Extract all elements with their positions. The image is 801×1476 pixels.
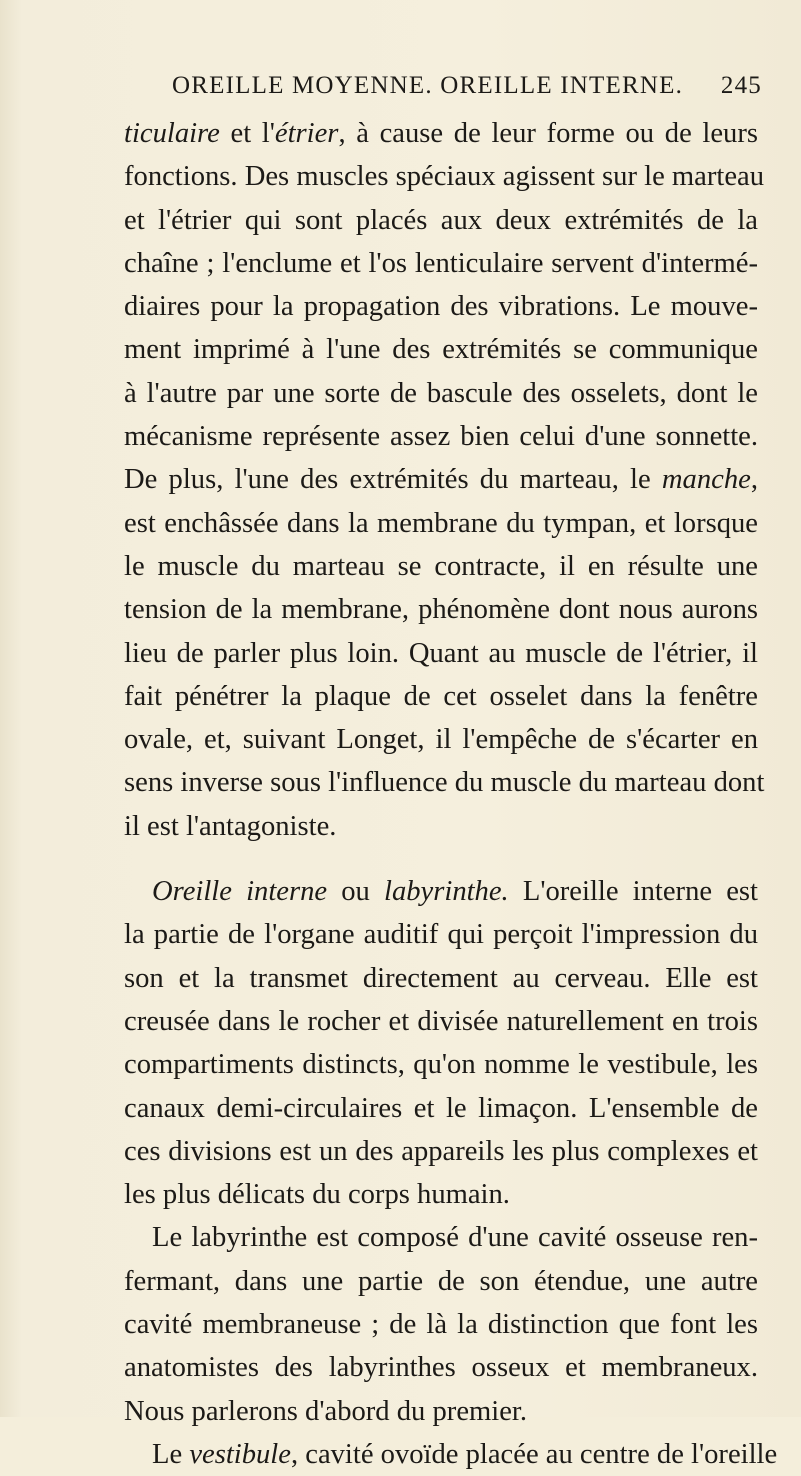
text-line: fait pénétrer la plaque de cet osselet dans la fenêtre [124,680,758,712]
text-line: à l'autre par une sorte de bascule des osselets, dont le [124,377,758,409]
text-line: tension de la membrane, phénomène dont nous aurons [124,594,758,626]
text-line: Nous parlerons d'abord du premier. [124,1395,527,1427]
text-line: canaux demi-circulaires et le limaçon. L'ensemble de [124,1092,758,1124]
text-line: ment imprimé à l'une des extrémités se communique [124,334,758,366]
text-line: ces divisions est un des appareils les plus complexes et [124,1135,758,1167]
text-line: les plus délicats du corps humain. [124,1179,510,1211]
text-line: compartiments distincts, qu'on nomme le vestibule, les [124,1049,758,1081]
text-line: la partie de l'organe auditif qui perçoit l'impression du [124,919,758,951]
text-line: diaires pour la propagation des vibrations. Le mouve- [124,291,758,323]
text-line: ticulaire et l'étrier, à cause de leur forme ou de leurs [124,118,759,149]
italic-heading: labyrinthe. [384,876,509,908]
text-line: mécanisme représente assez bien celui d'une sonnette. [124,421,758,453]
italic-term: étrier [274,118,339,149]
text-line: chaîne ; l'enclume et l'os lenticulaire servent d'intermé- [124,247,758,279]
text-line: son et la transmet directement au cerveau. Elle est [124,962,758,994]
text-line: De plus, l'une des extrémités du marteau, le manche, [124,464,758,496]
text-line: lieu de parler plus loin. Quant au muscle de l'étrier, il [124,637,758,669]
page-number: 245 [720,72,762,99]
text-line: et l'étrier qui sont placés aux deux extrémités de la [124,204,758,236]
section-heading-line: Oreille interne ou labyrinthe. L'oreille interne est [152,876,758,908]
text-line: Le vestibule, cavité ovoïde placée au centre de l'oreille [152,1438,778,1470]
text-line: cavité membraneuse ; de là la distinction que font les [124,1309,758,1341]
text-line: sens inverse sous l'influence du muscle du marteau dont [124,767,765,799]
text-line: le muscle du marteau se contracte, il en résulte une [124,550,758,582]
body-text [124,112,778,1476]
italic-term: ticulaire [124,118,220,149]
italic-term: manche [661,464,751,496]
italic-term: vestibule [189,1438,291,1470]
running-title: OREILLE MOYENNE. OREILLE INTERNE. [172,72,684,99]
italic-heading: Oreille interne [152,876,328,908]
paragraph-gap [124,848,758,870]
text-line: est enchâssée dans la membrane du tympan, et lorsque [124,507,758,539]
text-line: ovale, et, suivant Longet, il l'empêche de s'écarter en [124,724,758,756]
text-line: anatomistes des labyrinthes osseux et membraneux. [124,1352,758,1384]
text-line: fonctions. Des muscles spéciaux agissent sur le marteau [124,161,765,193]
text-line: fermant, dans une partie de son étendue, une autre [124,1265,758,1297]
running-header [172,72,762,102]
text-line: creusée dans le rocher et divisée naturellement en trois [124,1005,758,1037]
text-line: il est l'antagoniste. [124,810,337,842]
text-line: Le labyrinthe est composé d'une cavité osseuse ren- [152,1222,758,1254]
